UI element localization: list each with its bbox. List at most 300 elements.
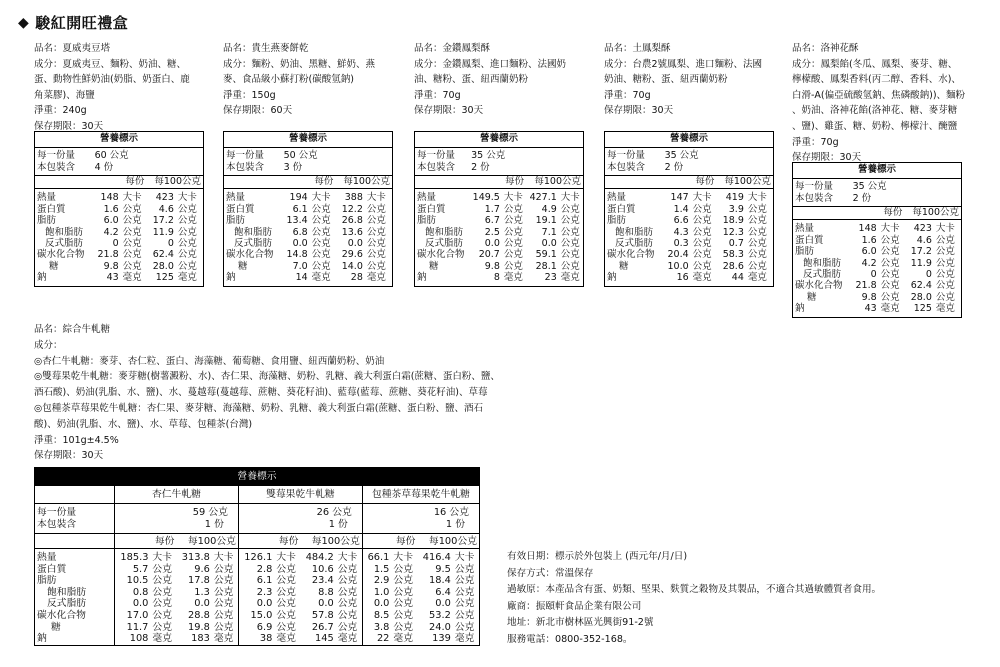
unit: 公克 [880, 246, 900, 258]
per-serving-value: 1.5 [362, 564, 391, 576]
per-serving-value: 11.7 [115, 622, 151, 634]
unit: 公克 [454, 609, 475, 621]
package-label: 本包裝含 [793, 193, 851, 206]
product-ingredients: 成分：鳳梨餡(冬瓜、鳳梨、麥芽、糖、 檸檬酸、鳳梨香料(丙二醇、香料、水)、 白滑-A(偏亞硫酸氫鈉、焦磷酸鈉))、麵粉 、奶油、洛神花餡(洛神花、糖、麥芽糖 、鹽)、雞蛋、糖、奶粉、檸檬汁、醃鹽 [792, 58, 966, 132]
unit: 公克 [122, 249, 142, 261]
unit: 公克 [177, 226, 197, 238]
unit: 公克 [503, 249, 523, 261]
nutrition-table [414, 131, 584, 287]
per-serving-value: 15.0 [238, 610, 274, 622]
unit: 公克 [935, 280, 955, 292]
per-100g-value: 17.2 [910, 246, 932, 258]
combo-weight: 淨重：101g±4.5% [34, 434, 119, 446]
unit: 大卡 [935, 223, 955, 235]
combo-line: ◎杏仁牛軋糖：麥芽、杏仁粒、蛋白、海藻糖、葡萄糖、食用鹽、紐西蘭奶粉、奶油 [34, 355, 385, 367]
per-100g-value: 6.4 [435, 586, 451, 598]
nutrient-label: 碳水化合物 [37, 249, 85, 261]
per-serving-value: 20.4 [667, 249, 689, 261]
unit: 公克 [337, 575, 358, 587]
package-value: 1 份 [115, 519, 239, 534]
per-100g-value: 18.4 [428, 575, 451, 587]
unit: 公克 [337, 586, 358, 598]
per-serving-value: 21.8 [97, 249, 119, 261]
nutrient-label: 熱量 [37, 551, 57, 563]
info-line: 廠商：振頤軒食品企業有限公司 [507, 600, 642, 612]
unit: 毫克 [122, 272, 142, 284]
per-serving-value: 0.0 [238, 598, 274, 610]
product-column [34, 41, 219, 135]
unit: 大卡 [880, 223, 900, 235]
per-100g-value: 19.1 [535, 215, 557, 227]
per-serving-value: 22 [362, 633, 391, 645]
combo-shelf: 保存期限：30天 [34, 450, 104, 462]
product-shelf-life: 保存期限：30天 [604, 105, 674, 117]
product-ingredients: 成分：麵粉、奶油、黑糖、鮮奶、燕 麥、食品級小蘇打粉(碳酸氫鈉) [223, 58, 376, 86]
per-100g-value: 7.1 [541, 226, 557, 238]
unit: 公克 [122, 226, 142, 238]
nutrient-label: 反式脂肪 [47, 598, 87, 610]
per-serving-value: 10.5 [115, 575, 151, 587]
per-serving-value: 0.8 [115, 587, 151, 599]
per-serving-value: 9.8 [484, 260, 500, 272]
nutrition-title: 營養標示 [793, 163, 962, 179]
unit: 公克 [692, 238, 712, 249]
nutrient-label: 碳水化合物 [417, 249, 465, 261]
per-serving-value: 0 [112, 238, 119, 249]
per-serving-value: 6.0 [103, 215, 119, 227]
product-ingredients: 成分：金鑽鳳梨、進口麵粉、法國奶 油、糖粉、蛋、紐西蘭奶粉 [414, 58, 567, 86]
unit: 公克 [276, 575, 296, 587]
per-100g-value: 3.9 [728, 203, 744, 215]
unit: 公克 [935, 291, 955, 303]
unit: 公克 [747, 215, 767, 227]
per-100g-value: 23 [544, 272, 557, 284]
per-100g-value: 0.0 [347, 238, 363, 249]
per-100g-header: 每100公克 [176, 534, 238, 549]
unit: 公克 [213, 586, 234, 598]
nutrition-title: 營養標示 [35, 132, 204, 148]
unit: 公克 [454, 563, 475, 575]
unit: 大卡 [122, 192, 142, 204]
unit: 公克 [880, 269, 900, 280]
unit: 公克 [311, 226, 331, 238]
combo-nutrition-table [34, 467, 480, 646]
nutrition-table [604, 131, 774, 287]
per-serving-value: 6.8 [292, 226, 308, 238]
serving-label: 每一份量 [417, 149, 456, 161]
unit: 公克 [747, 226, 767, 238]
per-100g-value: 10.6 [311, 563, 334, 575]
nutrient-label: 蛋白質 [37, 203, 66, 215]
unit: 毫克 [935, 303, 955, 315]
per-100g-value: 11.9 [910, 257, 932, 269]
unit: 毫克 [311, 272, 331, 284]
unit: 公克 [503, 203, 523, 215]
unit: 公克 [935, 257, 955, 269]
unit: 公克 [454, 621, 475, 633]
page-title [18, 13, 128, 34]
per-100g-value: 0 [167, 238, 174, 249]
nutrient-label: 反式脂肪 [615, 238, 654, 249]
nutrient-label: 脂肪 [417, 215, 437, 227]
per-100g-value: 8.8 [318, 586, 334, 598]
per-100g-value: 13.6 [341, 226, 363, 238]
per-100g-value: 29.6 [341, 249, 363, 261]
per-100g-value: 59.1 [535, 249, 557, 261]
per-serving-header: 每份 [851, 206, 905, 220]
per-100g-value: 9.6 [194, 563, 210, 575]
nutrient-label: 鈉 [417, 272, 427, 284]
per-serving-value: 6.1 [238, 575, 274, 587]
per-serving-value: 43 [106, 272, 119, 284]
per-serving-value: 7.0 [292, 260, 308, 272]
per-serving-value: 0 [870, 269, 877, 280]
product-shelf-life: 保存期限：30天 [792, 152, 862, 164]
per-100g-value: 313.8 [181, 551, 210, 563]
unit: 公克 [152, 563, 173, 575]
unit: 公克 [213, 621, 234, 633]
serving-label: 每一份量 [37, 149, 76, 161]
per-serving-value: 8 [493, 272, 500, 284]
product-ingredients: 成分：台農2號鳳梨、進口麵粉、法國 奶油、糖粉、蛋、紐西蘭奶粉 [604, 58, 763, 86]
unit: 毫克 [454, 633, 475, 645]
per-100g-value: 24.0 [428, 621, 451, 633]
unit: 公克 [152, 598, 173, 610]
unit: 公克 [692, 249, 712, 261]
per-serving-value: 0.0 [484, 238, 500, 249]
unit: 公克 [122, 215, 142, 227]
per-100g-value: 125 [155, 272, 174, 284]
unit: 公克 [692, 260, 712, 272]
per-100g-header: 每100公克 [716, 175, 773, 189]
per-100g-value: 53.2 [428, 609, 451, 621]
nutrient-label: 碳水化合物 [607, 249, 655, 261]
per-100g-value: 416.4 [422, 551, 451, 563]
package-label: 本包裝含 [605, 162, 663, 175]
unit: 毫克 [503, 272, 523, 284]
per-serving-value: 5.7 [115, 564, 151, 576]
unit: 公克 [337, 621, 358, 633]
package-label: 本包裝含 [35, 519, 115, 534]
per-100g-value: 28.0 [910, 291, 932, 303]
unit: 公克 [393, 598, 413, 610]
per-serving-value: 1.0 [362, 587, 391, 599]
unit: 公克 [366, 203, 386, 215]
per-100g-value: 19.8 [188, 621, 210, 633]
product-weight: 淨重：70g [414, 89, 461, 101]
serving-label: 每一份量 [607, 149, 646, 161]
unit: 毫克 [393, 633, 413, 645]
per-serving-value: 8.5 [362, 610, 391, 622]
product-name: 品名：洛神花酥 [792, 43, 859, 54]
serving-value: 26 公克 [238, 504, 362, 519]
unit: 公克 [560, 226, 580, 238]
unit: 公克 [213, 598, 234, 610]
nutrient-label: 碳水化合物 [226, 249, 274, 261]
nutrient-label: 脂肪 [37, 575, 57, 587]
per-100g-value: 26.8 [341, 215, 363, 227]
nutrient-label: 飽和脂肪 [425, 226, 464, 238]
serving-label: 每一份量 [795, 180, 834, 192]
serving-value: 59 公克 [115, 504, 239, 519]
product-weight: 淨重：70g [792, 136, 839, 148]
per-serving-value: 3.8 [362, 622, 391, 634]
unit: 公克 [880, 291, 900, 303]
nutrient-label: 糖 [51, 621, 61, 633]
unit: 毫克 [152, 633, 173, 645]
product-name: 品名：金鑽鳳梨酥 [414, 43, 491, 54]
unit: 公克 [276, 586, 296, 598]
product-column [604, 41, 789, 119]
product-weight: 淨重：150g [223, 89, 276, 101]
per-serving-value: 1.6 [861, 234, 877, 246]
unit: 公克 [454, 586, 475, 598]
per-serving-value: 2.9 [362, 575, 391, 587]
unit: 大卡 [213, 551, 234, 563]
per-serving-value: 9.8 [861, 291, 877, 303]
nutrient-label: 脂肪 [37, 215, 57, 227]
nutrient-label: 熱量 [226, 192, 246, 204]
unit: 公克 [337, 598, 358, 610]
per-100g-value: 145 [315, 633, 334, 645]
nutrient-label: 熱量 [607, 192, 627, 204]
package-value: 2 份 [851, 193, 962, 206]
package-value: 2 份 [469, 162, 583, 175]
per-100g-value: 44 [731, 272, 744, 284]
unit: 公克 [177, 249, 197, 261]
info-line: 保存方式：常溫保存 [507, 567, 594, 579]
per-serving-value: 108 [115, 633, 151, 645]
per-100g-value: 0 [925, 269, 932, 280]
serving-label: 每一份量 [226, 149, 265, 161]
nutrient-label: 蛋白質 [607, 203, 636, 215]
flavor-header: 杏仁牛軋糖 [115, 486, 239, 504]
per-serving-value: 6.7 [484, 215, 500, 227]
unit: 公克 [692, 215, 712, 227]
unit: 大卡 [692, 192, 712, 204]
nutrient-label: 糖 [429, 260, 439, 272]
per-100g-value: 388 [344, 192, 363, 204]
package-label: 本包裝含 [415, 162, 470, 175]
unit: 公克 [560, 260, 580, 272]
unit: 公克 [560, 203, 580, 215]
serving-value: 60 公克 [94, 149, 129, 161]
unit: 公克 [366, 215, 386, 227]
nutrient-label: 熱量 [37, 192, 57, 204]
unit: 公克 [393, 609, 413, 621]
nutrient-label: 鈉 [37, 633, 47, 645]
per-serving-header: 每份 [362, 534, 417, 549]
unit: 公克 [152, 621, 173, 633]
per-100g-value: 0.0 [541, 238, 557, 249]
diamond-icon: ◆ [18, 14, 30, 31]
nutrient-label: 反式脂肪 [425, 238, 464, 249]
per-100g-value: 1.3 [194, 586, 210, 598]
unit: 毫克 [337, 633, 358, 645]
serving-label: 每一份量 [37, 507, 77, 519]
nutrition-table [223, 131, 393, 287]
nutrient-label: 反式脂肪 [45, 238, 84, 249]
unit: 公克 [393, 575, 413, 587]
nutrient-label: 飽和脂肪 [47, 586, 87, 598]
nutrient-label: 鈉 [607, 272, 617, 284]
unit: 公克 [311, 203, 331, 215]
per-serving-value: 194 [289, 192, 308, 204]
per-100g-value: 26.7 [311, 621, 334, 633]
per-serving-value: 1.4 [673, 203, 689, 215]
nutrient-label: 鈉 [795, 303, 805, 315]
combo-line: ◎包種茶草莓果乾牛軋糖：杏仁果、麥芽糖、海藻糖、奶粉、乳糖、義大利蛋白霜(蔗糖、蛋白粉、鹽、酒石酸)、奶油(乳脂、水、鹽)、水、草莓、包種茶(台灣) [34, 402, 483, 430]
per-serving-header: 每份 [238, 534, 300, 549]
per-serving-value: 43 [864, 303, 877, 315]
unit: 公克 [692, 226, 712, 238]
serving-value: 35 公克 [664, 149, 699, 161]
unit: 公克 [152, 586, 173, 598]
per-serving-header: 每份 [115, 534, 177, 549]
nutrient-label: 糖 [619, 260, 629, 272]
nutrition-title: 營養標示 [35, 468, 480, 486]
serving-value: 35 公克 [471, 149, 506, 161]
unit: 公克 [276, 609, 296, 621]
nutrition-table [792, 162, 962, 318]
per-100g-value: 17.8 [188, 575, 210, 587]
product-name: 品名：土鳳梨酥 [604, 43, 671, 54]
nutrient-label: 脂肪 [226, 215, 246, 227]
per-100g-value: 28.8 [188, 609, 210, 621]
per-serving-value: 9.8 [103, 260, 119, 272]
unit: 大卡 [311, 192, 331, 204]
per-serving-value: 4.3 [673, 226, 689, 238]
per-100g-value: 12.3 [722, 226, 744, 238]
unit: 大卡 [366, 192, 386, 204]
per-100g-header: 每100公克 [300, 534, 362, 549]
unit: 公克 [393, 586, 413, 598]
product-ingredients: 成分：夏威夷豆、麵粉、奶油、糖、 蛋、動物性鮮奶油(奶脂、奶蛋白、鹿 角菜膠)、海鹽 [34, 58, 190, 101]
product-name: 品名：貴生燕麥餅乾 [223, 43, 309, 54]
product-column [792, 41, 977, 166]
unit: 大卡 [276, 551, 296, 563]
per-serving-value: 148 [100, 192, 119, 204]
unit: 公克 [503, 226, 523, 238]
unit: 大卡 [560, 192, 580, 204]
per-serving-value: 126.1 [238, 548, 274, 563]
unit: 公克 [935, 246, 955, 258]
combo-ingredients-label: 成分： [34, 339, 63, 351]
unit: 公克 [880, 234, 900, 246]
per-serving-value: 0.0 [292, 238, 308, 249]
unit: 公克 [311, 260, 331, 272]
package-value: 3 份 [282, 162, 393, 175]
nutrient-label: 脂肪 [795, 246, 815, 258]
product-shelf-life: 保存期限：30天 [34, 120, 104, 132]
combo-product [34, 322, 504, 464]
per-100g-header: 每100公克 [904, 206, 961, 220]
per-100g-value: 14.0 [341, 260, 363, 272]
unit: 公克 [747, 238, 767, 249]
nutrition-table [34, 131, 204, 287]
per-serving-value: 1.7 [484, 203, 500, 215]
info-line: 地址：新北市樹林區光興街91-2號 [507, 617, 654, 629]
unit: 公克 [213, 575, 234, 587]
per-serving-value: 147 [670, 192, 689, 204]
unit: 公克 [177, 203, 197, 215]
unit: 毫克 [880, 303, 900, 315]
unit: 公克 [454, 575, 475, 587]
unit: 公克 [276, 598, 296, 610]
unit: 公克 [880, 280, 900, 292]
info-line: 有效日期：標示於外包裝上 (西元年/月/日) [507, 551, 688, 562]
per-serving-value: 6.0 [861, 246, 877, 258]
unit: 公克 [122, 238, 142, 249]
unit: 毫克 [213, 633, 234, 645]
nutrient-label: 反式脂肪 [803, 269, 842, 280]
per-100g-value: 183 [191, 633, 210, 645]
per-100g-header: 每100公克 [335, 175, 392, 189]
nutrition-title: 營養標示 [415, 132, 584, 148]
per-serving-value: 6.9 [238, 622, 274, 634]
per-serving-value: 17.0 [115, 610, 151, 622]
unit: 公克 [276, 563, 296, 575]
package-label: 本包裝含 [224, 162, 282, 175]
per-serving-value: 20.7 [478, 249, 500, 261]
per-100g-value: 125 [913, 303, 932, 315]
per-100g-value: 423 [155, 192, 174, 204]
product-column [223, 41, 408, 119]
nutrient-label: 碳水化合物 [795, 280, 843, 292]
product-weight: 淨重：70g [604, 89, 651, 101]
combo-name: 品名：綜合牛軋糖 [34, 324, 111, 335]
per-100g-value: 28.1 [535, 260, 557, 272]
unit: 公克 [311, 249, 331, 261]
nutrient-label: 飽和脂肪 [234, 226, 273, 238]
unit: 公克 [366, 260, 386, 272]
nutrient-label: 糖 [807, 291, 817, 303]
per-100g-value: 58.3 [722, 249, 744, 261]
per-100g-value: 4.6 [158, 203, 174, 215]
unit: 大卡 [393, 551, 413, 563]
unit: 公克 [393, 563, 413, 575]
serving-value: 50 公克 [283, 149, 318, 161]
unit: 公克 [177, 215, 197, 227]
unit: 公克 [503, 215, 523, 227]
nutrition-title: 營養標示 [605, 132, 774, 148]
nutrient-label: 飽和脂肪 [803, 257, 842, 269]
per-100g-value: 427.1 [529, 192, 557, 204]
product-weight: 淨重：240g [34, 105, 87, 117]
serving-value: 16 公克 [362, 504, 479, 519]
unit: 公克 [337, 563, 358, 575]
unit: 大卡 [152, 551, 173, 563]
per-serving-value: 66.1 [362, 548, 391, 563]
nutrient-label: 蛋白質 [795, 234, 824, 246]
nutrient-label: 飽和脂肪 [45, 226, 84, 238]
per-serving-value: 149.5 [472, 192, 500, 204]
package-value: 1 份 [238, 519, 362, 534]
per-100g-value: 62.4 [910, 280, 932, 292]
unit: 公克 [503, 260, 523, 272]
per-100g-value: 18.9 [722, 215, 744, 227]
company-info [507, 549, 881, 649]
unit: 毫克 [366, 272, 386, 284]
nutrient-label: 反式脂肪 [234, 238, 273, 249]
product-column [414, 41, 599, 119]
nutrition-title: 營養標示 [224, 132, 393, 148]
unit: 公克 [747, 260, 767, 272]
per-serving-value: 14.8 [286, 249, 308, 261]
unit: 毫克 [692, 272, 712, 284]
unit: 公克 [122, 260, 142, 272]
nutrient-label: 鈉 [37, 272, 47, 284]
